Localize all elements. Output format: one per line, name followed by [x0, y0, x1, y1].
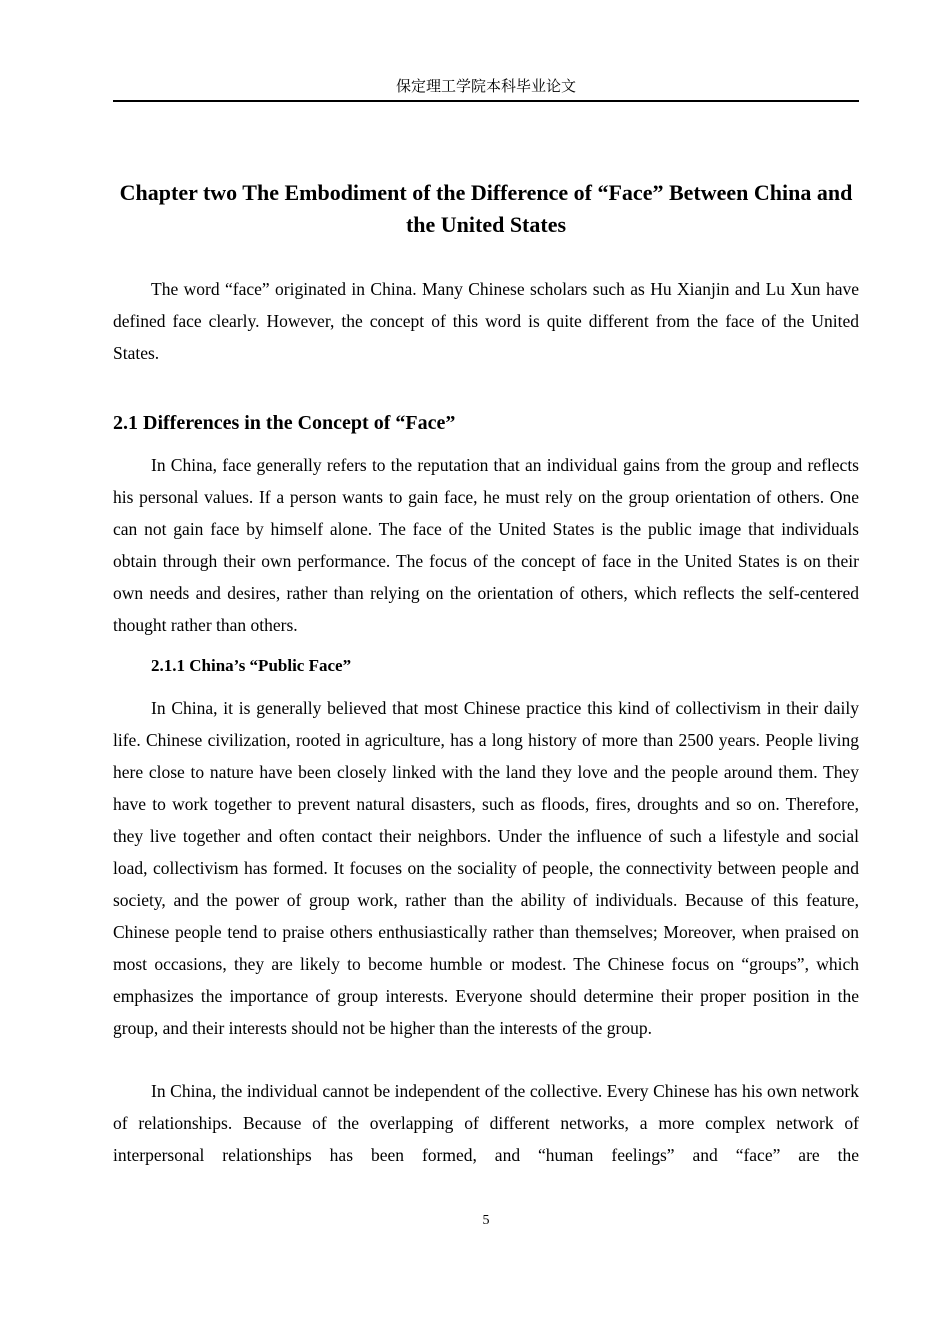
section-heading: 2.1 Differences in the Concept of “Face”	[113, 412, 456, 434]
chapter-intro-paragraph: The word “face” originated in China. Many Chinese scholars such as Hu Xianjin and Lu Xun have defined face clearly. However, the concept of this word is quite different from the face of the United States.	[113, 279, 859, 363]
subsection-heading: 2.1.1 China’s “Public Face”	[151, 656, 352, 675]
page-number: 5	[482, 1213, 490, 1228]
subsection-paragraph-2: In China, the individual cannot be independent of the collective. Every Chinese has his own network of relationships. Because of the overlapping of different networks, a more complex network of interpersonal relationships has been formed, and “human feelings” and “face” are the	[113, 1081, 859, 1165]
running-header: 保定理工学院本科毕业论文	[395, 79, 576, 95]
chapter-title: Chapter two The Embodiment of the Difference of “Face” Between China and the United States	[119, 180, 853, 237]
section-paragraph: In China, face generally refers to the reputation that an individual gains from the group and reflects his personal values. If a person wants to gain face, he must rely on the group orientation of others. One can not gain face by himself alone. The face of the United States is the public image that individuals obtain through their own performance. The focus of the concept of face in the United States is on their own needs and desires, rather than relying on the orientation of others, which reflects the self-centered thought rather than others.	[113, 455, 859, 635]
header-rule	[113, 100, 859, 102]
subsection-paragraph-1: In China, it is generally believed that most Chinese practice this kind of collectivism in their daily life. Chinese civilization, rooted in agriculture, has a long history of more than 2500 years. People living here close to nature have been closely linked with the land they love and the people around them. They have to work together to prevent natural disasters, such as floods, fires, droughts and so on. Therefore, they live together and often contact their neighbors. Under the influence of such a lifestyle and social load, collectivism has formed. It focuses on the sociality of people, the connectivity between people and society, and the power of group work, rather than the ability of individuals. Because of this feature, Chinese people tend to praise others enthusiastically rather than themselves; Moreover, when praised on most occasions, they are likely to become humble or modest. The Chinese focus on “groups”, which emphasizes the importance of group interests. Everyone should determine their proper position in the group, and their interests should not be higher than the interests of the group.	[113, 698, 859, 1038]
